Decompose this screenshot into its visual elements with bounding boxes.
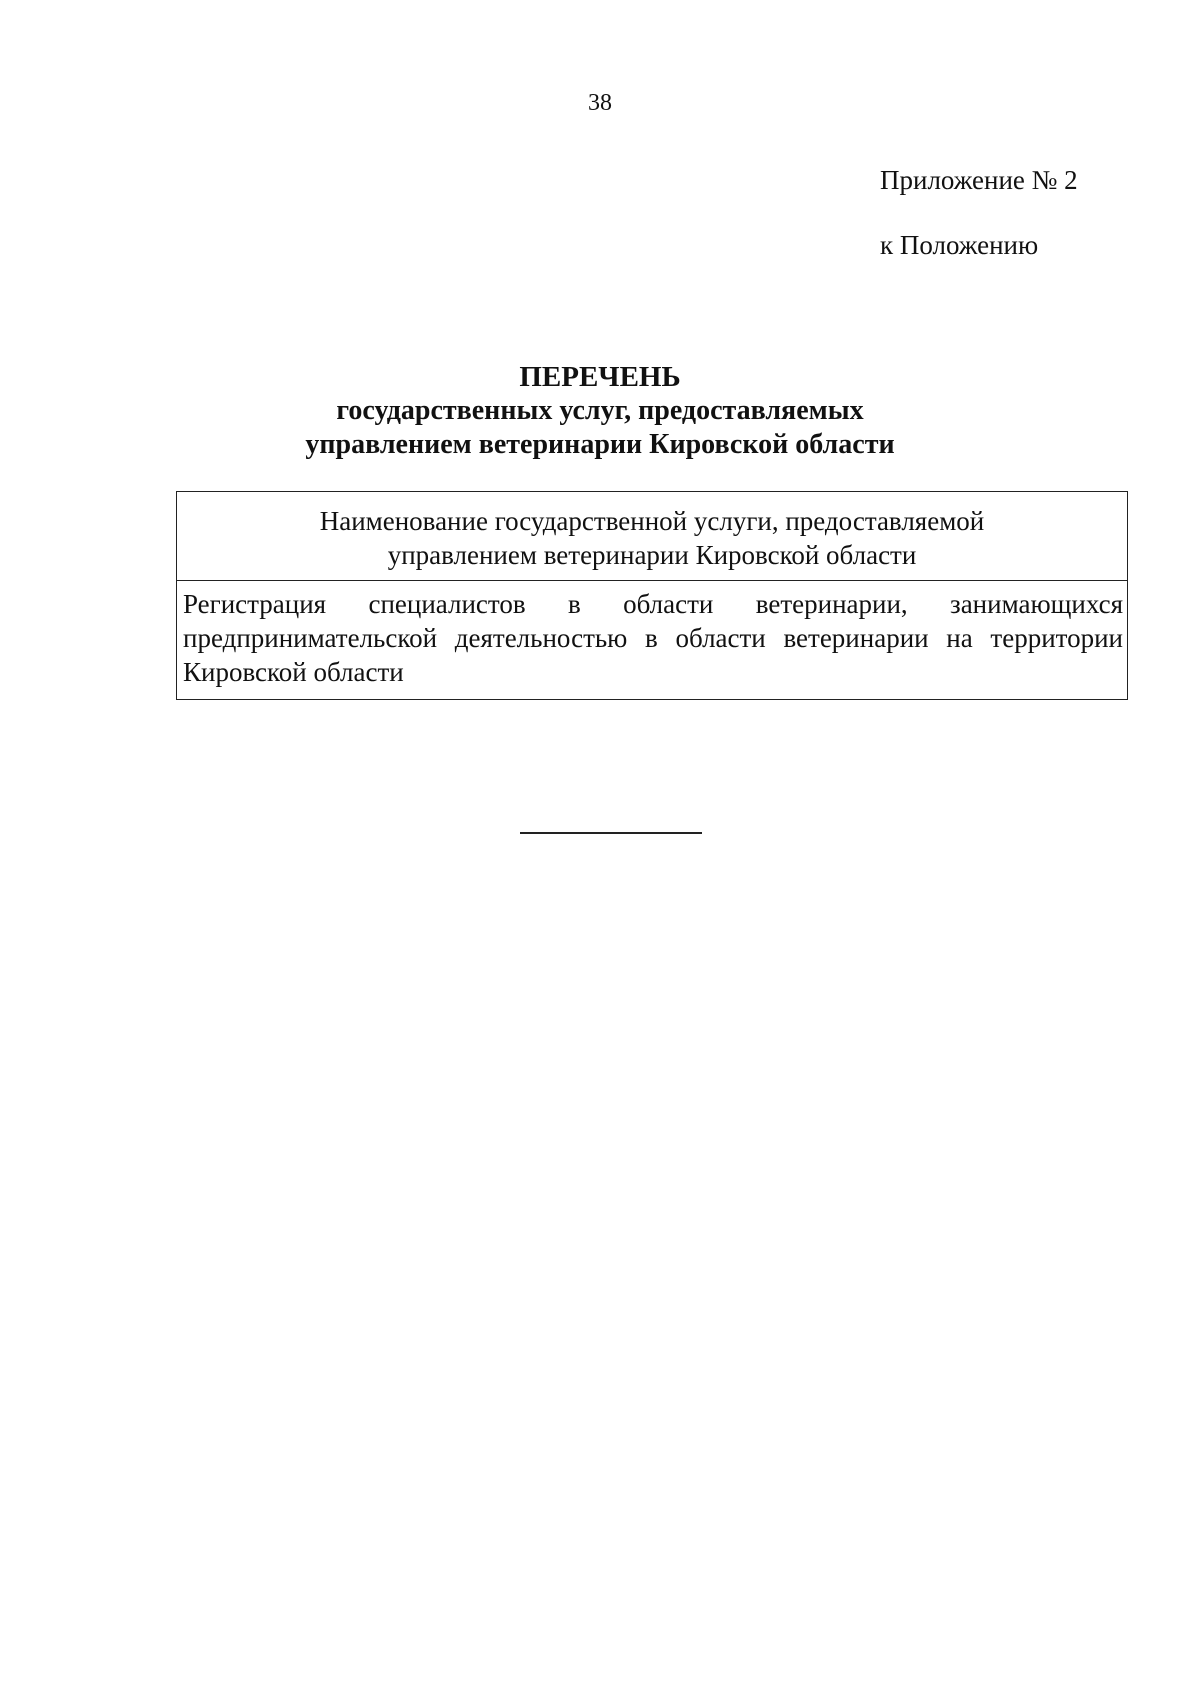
table-row bbox=[177, 581, 1128, 700]
table-cell-service: Регистрация специалистов в области ветеринарии, занимающихся предпринимательской деятельностью в области ветеринарии на территории Кировской области bbox=[177, 581, 1128, 700]
table-header-cell bbox=[177, 492, 1128, 581]
table-header-line2: управлением ветеринарии Кировской области bbox=[387, 540, 917, 570]
document-title bbox=[0, 360, 1200, 462]
title-subtitle-line1: государственных услуг, предоставляемых bbox=[336, 395, 864, 426]
appendix-reference: к Положению bbox=[880, 230, 1039, 260]
table-header-row bbox=[177, 492, 1128, 581]
appendix-label: Приложение № 2 bbox=[880, 165, 1078, 195]
table-header-line1: Наименование государственной услуги, предоставляемой bbox=[319, 506, 985, 536]
end-divider bbox=[520, 832, 702, 834]
title-main: ПЕРЕЧЕНЬ bbox=[519, 361, 681, 393]
title-subtitle-line2: управлением ветеринарии Кировской области bbox=[305, 429, 895, 460]
page-number: 38 bbox=[588, 90, 612, 116]
services-table bbox=[176, 491, 1128, 700]
